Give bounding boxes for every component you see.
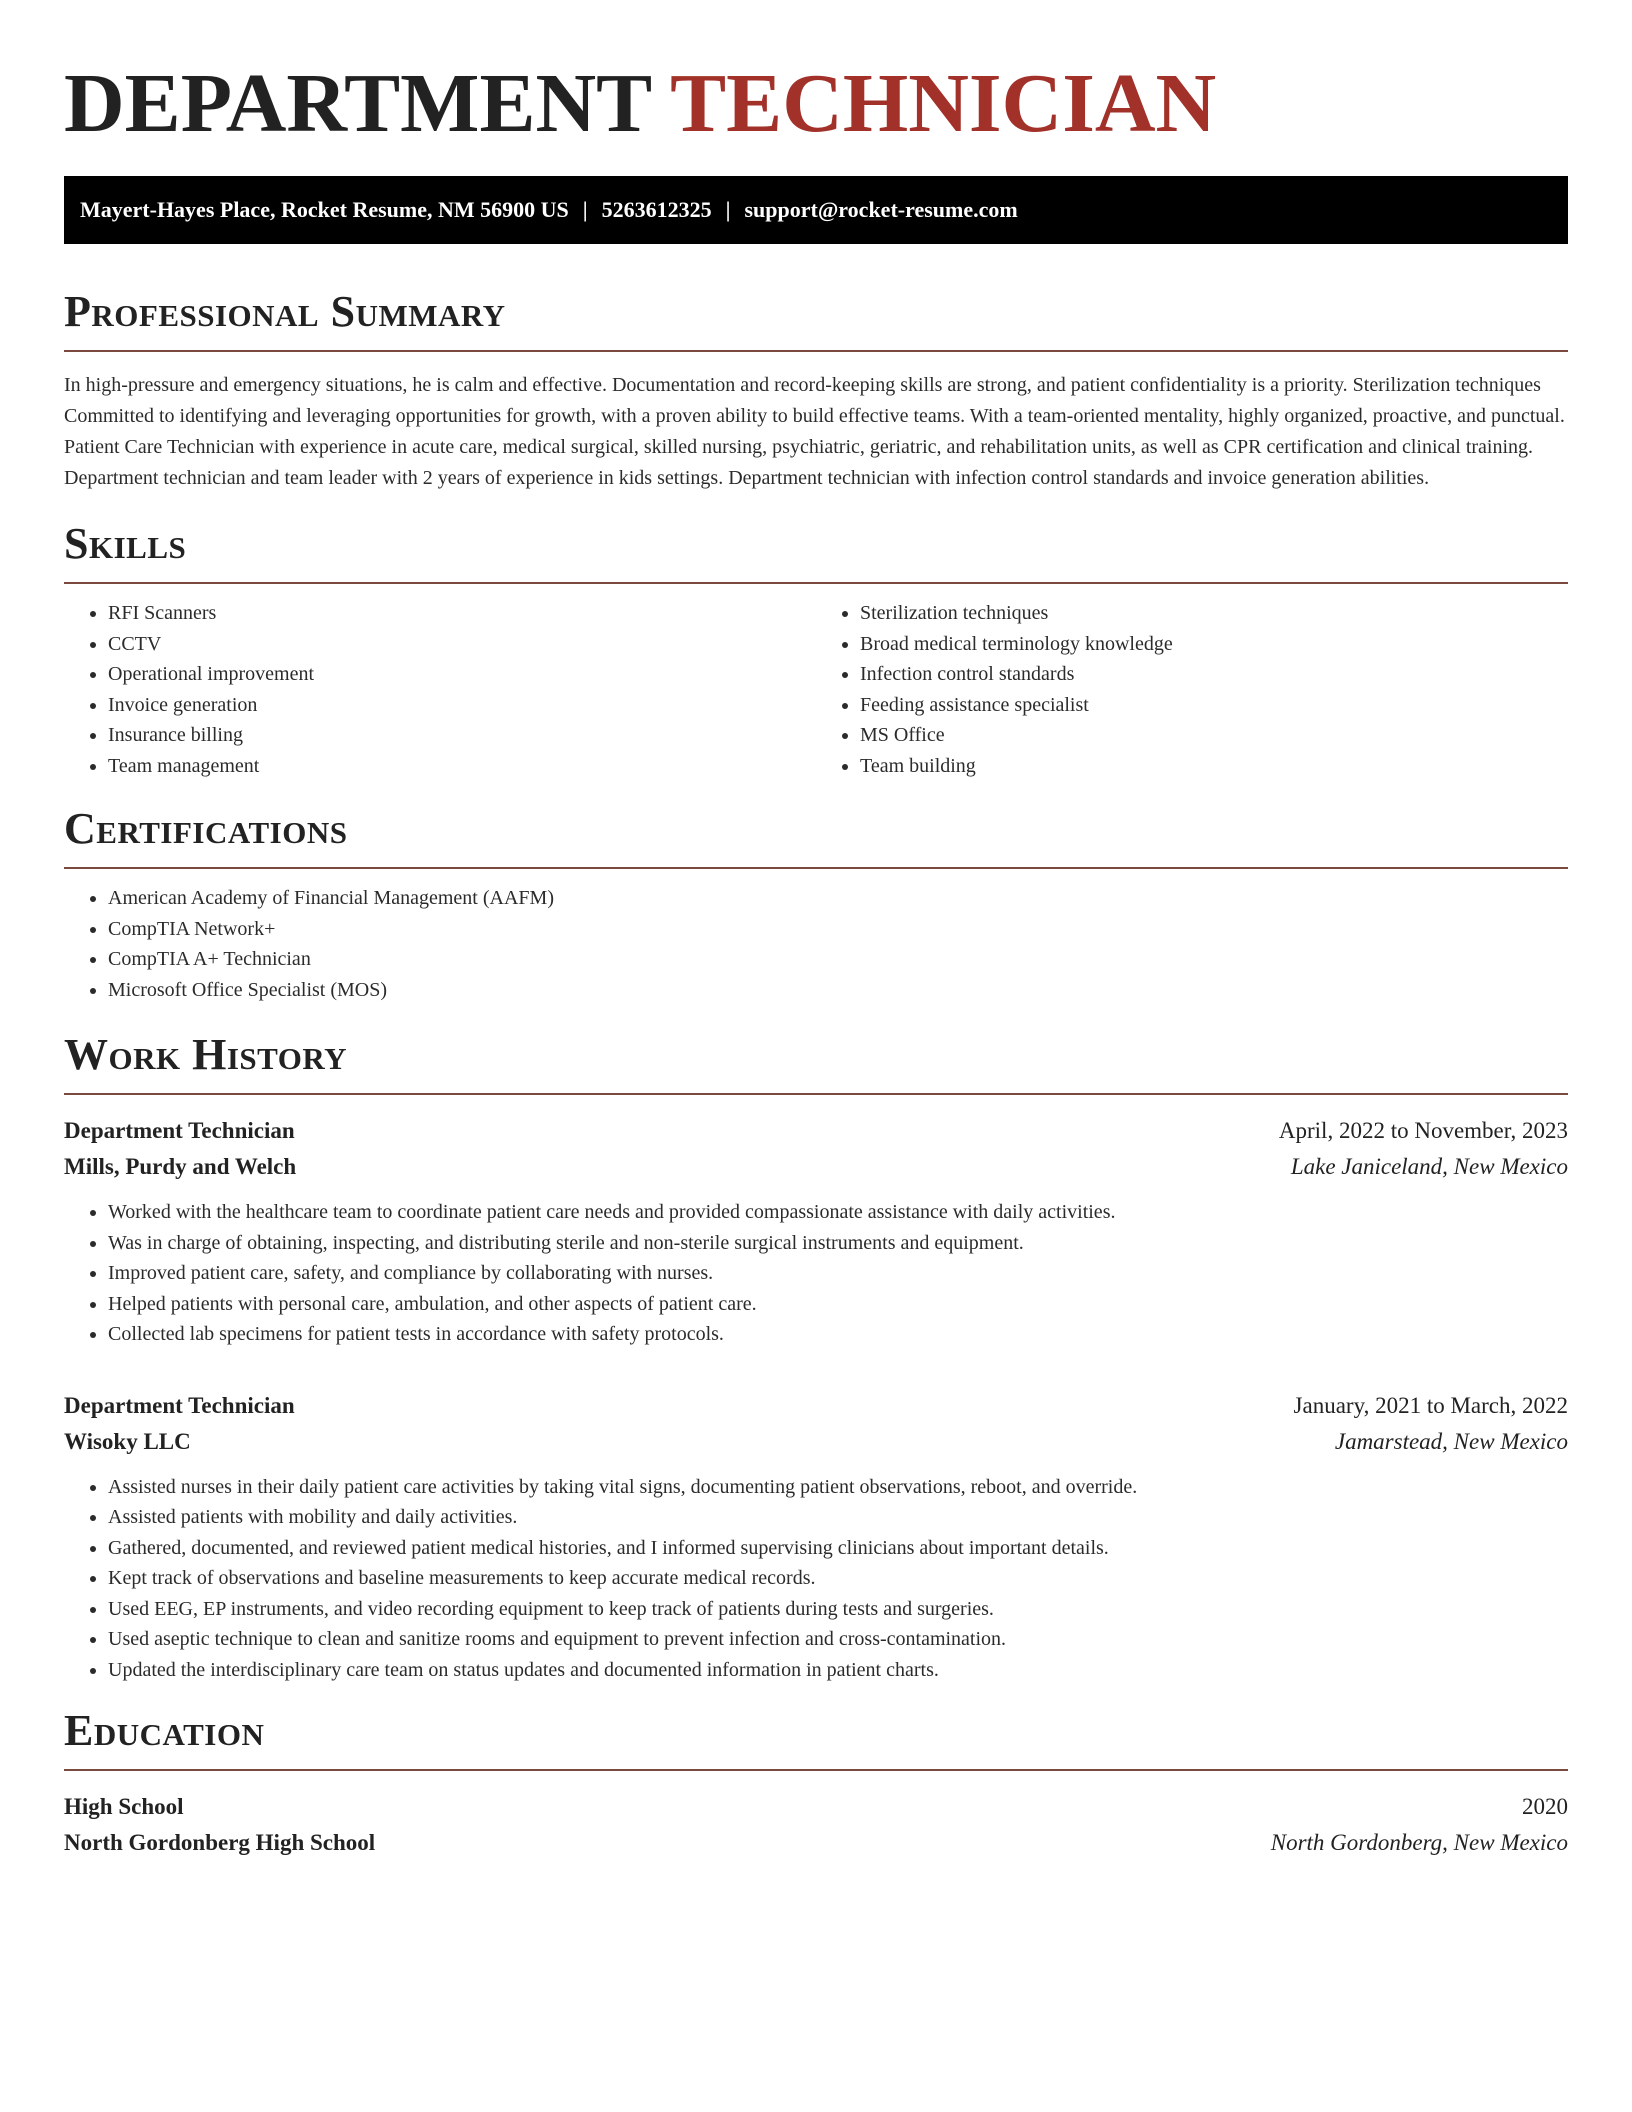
certifications-section: [64, 805, 1568, 1005]
job-location: Lake Janiceland, New Mexico: [1290, 1154, 1568, 1179]
education-section: [64, 1707, 1568, 1861]
contact-email[interactable]: support@rocket-resume.com: [744, 197, 1018, 222]
job-role: Department Technician: [64, 1392, 295, 1418]
section-divider: [64, 1093, 1568, 1095]
work-history-section: [64, 1031, 1568, 1685]
job-company: Wisoky LLC: [64, 1428, 191, 1454]
job-dates: April, 2022 to November, 2023: [1278, 1118, 1568, 1143]
skills-list-left: [64, 598, 816, 781]
skill-item: • RFI Scanners: [108, 598, 816, 629]
section-divider: [64, 350, 1568, 352]
certification-item: • CompTIA Network+: [108, 914, 1568, 945]
candidate-name: [64, 56, 1568, 156]
job-company: Mills, Purdy and Welch: [64, 1154, 297, 1179]
section-title-summary: Professional Summary: [64, 287, 506, 336]
education-school: North Gordonberg High School: [64, 1830, 376, 1855]
skill-item: • Invoice generation: [108, 690, 816, 721]
job-header-row: [64, 1113, 1568, 1149]
job-location: Jamarstead, New Mexico: [1334, 1428, 1568, 1454]
education-header-row: [64, 1789, 1568, 1825]
section-divider: [64, 867, 1568, 869]
professional-summary-section: [64, 288, 1568, 494]
education-school-row: [64, 1825, 1568, 1861]
skill-item: • MS Office: [860, 720, 1568, 751]
job-duties-list: [64, 1472, 1568, 1686]
section-title-certifications: Certifications: [64, 804, 348, 853]
contact-phone[interactable]: 5263612325: [601, 197, 712, 222]
education-degree: High School: [64, 1794, 184, 1819]
job-company-row: [64, 1149, 1568, 1185]
job-duty-item: • Used EEG, EP instruments, and video recording equipment to keep track of patients during tests and surgeries.: [108, 1594, 1568, 1625]
contact-separator: |: [582, 197, 588, 222]
certifications-list: [64, 883, 1568, 1005]
job-duty-item: • Collected lab specimens for patient tests in accordance with safety protocols.: [108, 1319, 1568, 1350]
job-duties-list: [64, 1197, 1568, 1350]
certification-item: • CompTIA A+ Technician: [108, 944, 1568, 975]
skill-item: • Operational improvement: [108, 659, 816, 690]
skill-item: • Feeding assistance specialist: [860, 690, 1568, 721]
job-role: Department Technician: [64, 1118, 295, 1143]
job-company-row: [64, 1424, 1568, 1460]
section-title-skills: Skills: [64, 519, 187, 568]
skill-item: • CCTV: [108, 629, 816, 660]
job-duty-item: • Worked with the healthcare team to coordinate patient care needs and provided compassionate assistance with daily activities.: [108, 1197, 1568, 1228]
name-first: DEPARTMENT: [64, 57, 651, 150]
section-title-work-history: Work History: [64, 1030, 348, 1079]
skill-item: • Sterilization techniques: [860, 598, 1568, 629]
job-dates: January, 2021 to March, 2022: [1293, 1392, 1568, 1418]
job-duty-item: • Helped patients with personal care, ambulation, and other aspects of patient care.: [108, 1289, 1568, 1320]
skill-item: • Infection control standards: [860, 659, 1568, 690]
education-entry: [64, 1789, 1568, 1861]
name-last: TECHNICIAN: [670, 57, 1217, 150]
skill-item: • Broad medical terminology knowledge: [860, 629, 1568, 660]
job-duty-item: • Kept track of observations and baseline measurements to keep accurate medical records.: [108, 1563, 1568, 1594]
skills-columns: [64, 598, 1568, 781]
contact-separator: |: [725, 197, 731, 222]
contact-address: Mayert-Hayes Place, Rocket Resume, NM 56900 US: [80, 197, 569, 222]
job-duty-item: • Improved patient care, safety, and compliance by collaborating with nurses.: [108, 1258, 1568, 1289]
skill-item: • Insurance billing: [108, 720, 816, 751]
job-duty-item: • Assisted nurses in their daily patient care activities by taking vital signs, documenting patient observations, reboot, and override.: [108, 1472, 1568, 1503]
section-divider: [64, 1769, 1568, 1771]
job-header-row: [64, 1388, 1568, 1424]
section-title-education: Education: [64, 1706, 265, 1755]
skills-section: [64, 520, 1568, 781]
skill-item: • Team building: [860, 751, 1568, 782]
job-duty-item: • Used aseptic technique to clean and sanitize rooms and equipment to prevent infection and cross-contamination.: [108, 1624, 1568, 1655]
skills-list-right: [816, 598, 1568, 781]
skill-item: • Team management: [108, 751, 816, 782]
job-entry: [64, 1113, 1568, 1350]
education-year: 2020: [1522, 1794, 1568, 1819]
contact-bar: [64, 176, 1568, 244]
job-duty-item: • Updated the interdisciplinary care team on status updates and documented information in patient charts.: [108, 1655, 1568, 1686]
job-duty-item: • Gathered, documented, and reviewed patient medical histories, and I informed supervising clinicians about important details.: [108, 1533, 1568, 1564]
resume-page: [64, 56, 1568, 1861]
summary-text: In high-pressure and emergency situations, he is calm and effective. Documentation and record-keeping skills are strong, and patient confidentiality is a priority. Sterilization techniques Committed to identifying and leveraging opportunities for growth, with a proven ability to build effective teams. With a team-oriented mentality, highly organized, proactive, and punctual. Patient Care Technician with experience in acute care, medical surgical, skilled nursing, psychiatric, geriatric, and rehabilitation units, as well as CPR certification and clinical training. Department technician and team leader with 2 years of experience in kids settings. Department technician with infection control standards and invoice generation abilities.: [64, 374, 1565, 489]
job-duty-item: • Assisted patients with mobility and daily activities.: [108, 1502, 1568, 1533]
section-divider: [64, 582, 1568, 584]
job-duty-item: • Was in charge of obtaining, inspecting, and distributing sterile and non-sterile surgical instruments and equipment.: [108, 1228, 1568, 1259]
job-entry: [64, 1388, 1568, 1686]
certification-item: • American Academy of Financial Management (AAFM): [108, 883, 1568, 914]
education-location: North Gordonberg, New Mexico: [1270, 1830, 1568, 1855]
certification-item: • Microsoft Office Specialist (MOS): [108, 975, 1568, 1006]
